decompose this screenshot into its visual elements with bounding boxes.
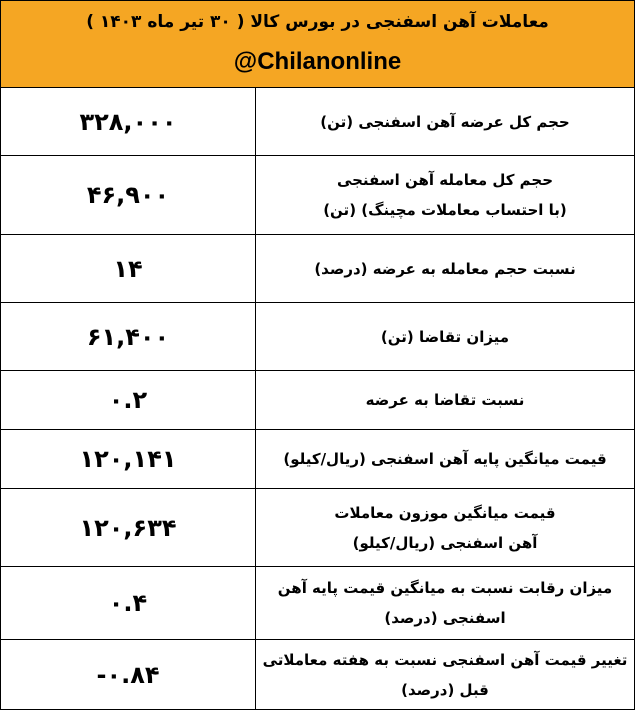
row-label: قیمت میانگین موزون معاملات آهن اسفنجی (ریال/کیلو) [255,489,634,566]
row-value: ۰.۴ [108,589,148,617]
row-label: حجم کل عرضه آهن اسفنجی (تن) [255,88,634,155]
channel-handle: @Chilanonline [233,48,402,75]
table-header [1,1,634,88]
row-label: حجم کل معامله آهن اسفنجی (با احتساب معاملات مچینگ) (تن) [255,156,634,234]
row-label: نسبت تقاضا به عرضه [255,371,634,429]
row-label: تغییر قیمت آهن اسفنجی نسبت به هفته معاملاتی قبل (درصد) [255,640,634,709]
row-value: ۰.۲ [108,386,148,414]
row-value: ۴۶,۹۰۰ [86,181,170,209]
table-row [1,371,634,430]
table-row [1,303,634,371]
table-title: معاملات آهن اسفنجی در بورس کالا ( ۳۰ تیر ماه ۱۴۰۳ ) [86,12,549,32]
row-value: ۶۱,۴۰۰ [86,322,170,351]
table-row [1,489,634,567]
row-value: ۱۲۰,۱۴۱ [79,445,177,473]
table-row [1,640,634,709]
table-row [1,88,634,156]
table-row [1,156,634,235]
row-value: -۰.۸۴ [96,660,160,689]
row-label: میزان تقاضا (تن) [255,303,634,370]
row-value: ۱۴ [113,254,143,283]
row-label: قیمت میانگین پایه آهن اسفنجی (ریال/کیلو) [255,430,634,488]
table-row [1,235,634,303]
row-value: ۱۲۰,۶۳۴ [79,513,177,542]
table-row [1,430,634,489]
table-row [1,567,634,640]
row-value: ۳۲۸,۰۰۰ [79,107,177,136]
row-label: نسبت حجم معامله به عرضه (درصد) [255,235,634,302]
row-label: میزان رقابت نسبت به میانگین قیمت پایه آهن اسفنجی (درصد) [255,567,634,639]
